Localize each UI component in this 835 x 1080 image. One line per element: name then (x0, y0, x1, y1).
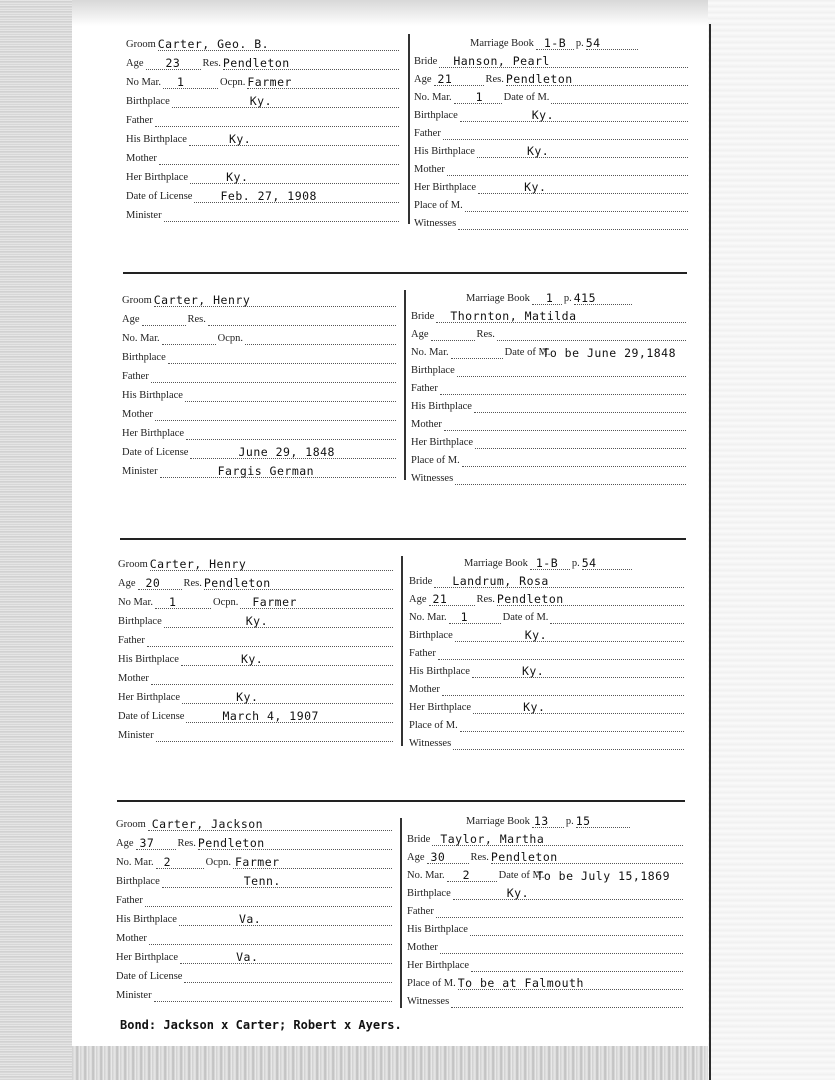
date-of-license-field: Date of License (116, 970, 394, 983)
groom-his-birthplace-field: His Birthplace Ky. (118, 653, 395, 666)
witnesses-field: Witnesses (409, 737, 686, 750)
record-divider (401, 556, 403, 746)
scan-top-shadow (72, 0, 708, 26)
groom-field: Groom Carter, Henry (122, 294, 398, 307)
bride-field: Bride Thornton, Matilda (411, 310, 688, 323)
marriage-book-field: Marriage Book 1 p. 415 (466, 292, 634, 305)
bride-father-field: Father (407, 905, 685, 918)
groom-mother-field: Mother (122, 408, 398, 421)
page-edge-line (709, 24, 711, 1080)
bride-mother-field: Mother (414, 163, 690, 176)
bride-field: Bride Hanson, Pearl (414, 55, 690, 68)
groom-mother-field: Mother (116, 932, 394, 945)
groom-birthplace-field: Birthplace Ky. (126, 95, 401, 108)
groom-birthplace-field: Birthplace Ky. (118, 615, 395, 628)
card-separator (123, 272, 687, 274)
date-of-license-field: Date of License Feb. 27, 1908 (126, 190, 401, 203)
groom-field: Groom Carter, Geo. B. (126, 38, 401, 51)
card-separator (117, 800, 685, 802)
bride-birthplace-field: Birthplace Ky. (409, 629, 686, 642)
groom-nomar-ocpn-field: No. Mar. 2 Ocpn. Farmer (116, 856, 394, 869)
groom-her-birthplace-field: Her Birthplace Ky. (118, 691, 395, 704)
date-of-license-field: Date of License March 4, 1907 (118, 710, 395, 723)
groom-nomar-ocpn-field: No Mar. 1 Ocpn. Farmer (126, 76, 401, 89)
groom-age-res-field: Age 37 Res. Pendleton (116, 837, 394, 850)
record-divider (400, 818, 402, 1008)
groom-birthplace-field: Birthplace (122, 351, 398, 364)
record-divider (404, 290, 406, 480)
groom-mother-field: Mother (126, 152, 401, 165)
bride-nomar-date-field: No. Mar. 1 Date of M. (409, 611, 686, 624)
marriage-book-field: Marriage Book 1-B p. 54 (464, 557, 634, 570)
bride-nomar-date-field: No. Mar. 2 Date of M. To be July 15,1869 (407, 868, 671, 883)
bride-mother-field: Mother (407, 941, 685, 954)
witnesses-field: Witnesses (407, 995, 685, 1008)
bride-birthplace-field: Birthplace (411, 364, 688, 377)
groom-her-birthplace-field: Her Birthplace Ky. (126, 171, 401, 184)
bride-birthplace-field: Birthplace Ky. (414, 109, 690, 122)
scan-right-margin (708, 0, 835, 1080)
place-of-m-field: Place of M. (411, 454, 688, 467)
place-of-m-field: Place of M. To be at Falmouth (407, 977, 685, 990)
witnesses-field: Witnesses (414, 217, 690, 230)
groom-father-field: Father (116, 894, 394, 907)
bride-his-birthplace-field: His Birthplace Ky. (409, 665, 686, 678)
bride-nomar-date-field: No. Mar. Date of M. To be June 29,1848 (411, 346, 677, 360)
bride-his-birthplace-field: His Birthplace (411, 400, 688, 413)
groom-name: Carter, Henry (153, 293, 251, 307)
place-of-m-field: Place of M. (414, 199, 690, 212)
groom-his-birthplace-field: His Birthplace Va. (116, 913, 394, 926)
bride-father-field: Father (411, 382, 688, 395)
groom-name: Carter, Jackson (151, 817, 264, 831)
date-of-license-field: Date of License June 29, 1848 (122, 446, 398, 459)
bride-age-res-field: Age 21 Res. Pendleton (409, 593, 686, 606)
bride-field: Bride Landrum, Rosa (409, 575, 686, 588)
bride-birthplace-field: Birthplace Ky. (407, 887, 685, 900)
scan-left-margin (0, 0, 72, 1080)
marriage-book-field: Marriage Book 1-B p. 54 (470, 37, 640, 50)
bride-her-birthplace-field: Her Birthplace Ky. (409, 701, 686, 714)
groom-his-birthplace-field: His Birthplace (122, 389, 398, 402)
witnesses-field: Witnesses (411, 472, 688, 485)
groom-name: Carter, Geo. B. (157, 37, 270, 51)
groom-name: Carter, Henry (149, 557, 247, 571)
record-divider (408, 34, 410, 224)
groom-nomar-ocpn-field: No Mar. 1 Ocpn. Farmer (118, 596, 395, 609)
bride-father-field: Father (414, 127, 690, 140)
bride-age-res-field: Age 30 Res. Pendleton (407, 851, 685, 864)
groom-birthplace-field: Birthplace Tenn. (116, 875, 394, 888)
groom-father-field: Father (118, 634, 395, 647)
groom-field: Groom Carter, Jackson (116, 818, 394, 831)
groom-mother-field: Mother (118, 672, 395, 685)
groom-her-birthplace-field: Her Birthplace (122, 427, 398, 440)
groom-age-res-field: Age 23 Res. Pendleton (126, 57, 401, 70)
bride-his-birthplace-field: His Birthplace Ky. (414, 145, 690, 158)
groom-age-res-field: Age Res. (122, 313, 398, 326)
groom-his-birthplace-field: His Birthplace Ky. (126, 133, 401, 146)
minister-field: Minister Fargis German (122, 465, 398, 478)
bride-nomar-date-field: No. Mar. 1 Date of M. (414, 91, 690, 104)
scan-bottom-strip (72, 1046, 708, 1080)
minister-field: Minister (116, 989, 394, 1002)
card-separator (120, 538, 686, 540)
minister-field: Minister (118, 729, 395, 742)
groom-father-field: Father (126, 114, 401, 127)
bride-name: Hanson, Pearl (453, 54, 550, 68)
bride-her-birthplace-field: Her Birthplace Ky. (414, 181, 690, 194)
bride-her-birthplace-field: Her Birthplace (407, 959, 685, 972)
bride-name: Thornton, Matilda (450, 309, 577, 323)
bride-name: Landrum, Rosa (452, 574, 549, 588)
place-of-m-field: Place of M. (409, 719, 686, 732)
bride-age-res-field: Age 21 Res. Pendleton (414, 73, 690, 86)
bond-note: Bond: Jackson x Carter; Robert x Ayers. (120, 1018, 402, 1032)
marriage-book-field: Marriage Book 13 p. 15 (466, 815, 632, 828)
groom-nomar-ocpn-field: No. Mar. Ocpn. (122, 332, 398, 345)
groom-field: Groom Carter, Henry (118, 558, 395, 571)
groom-age-res-field: Age 20 Res. Pendleton (118, 577, 395, 590)
minister-field: Minister (126, 209, 401, 222)
bride-his-birthplace-field: His Birthplace (407, 923, 685, 936)
bride-mother-field: Mother (409, 683, 686, 696)
bride-her-birthplace-field: Her Birthplace (411, 436, 688, 449)
bride-father-field: Father (409, 647, 686, 660)
groom-father-field: Father (122, 370, 398, 383)
bride-age-res-field: Age Res. (411, 328, 688, 341)
groom-her-birthplace-field: Her Birthplace Va. (116, 951, 394, 964)
bride-name: Taylor, Martha (440, 832, 545, 846)
bride-mother-field: Mother (411, 418, 688, 431)
bride-field: Bride Taylor, Martha (407, 833, 685, 846)
